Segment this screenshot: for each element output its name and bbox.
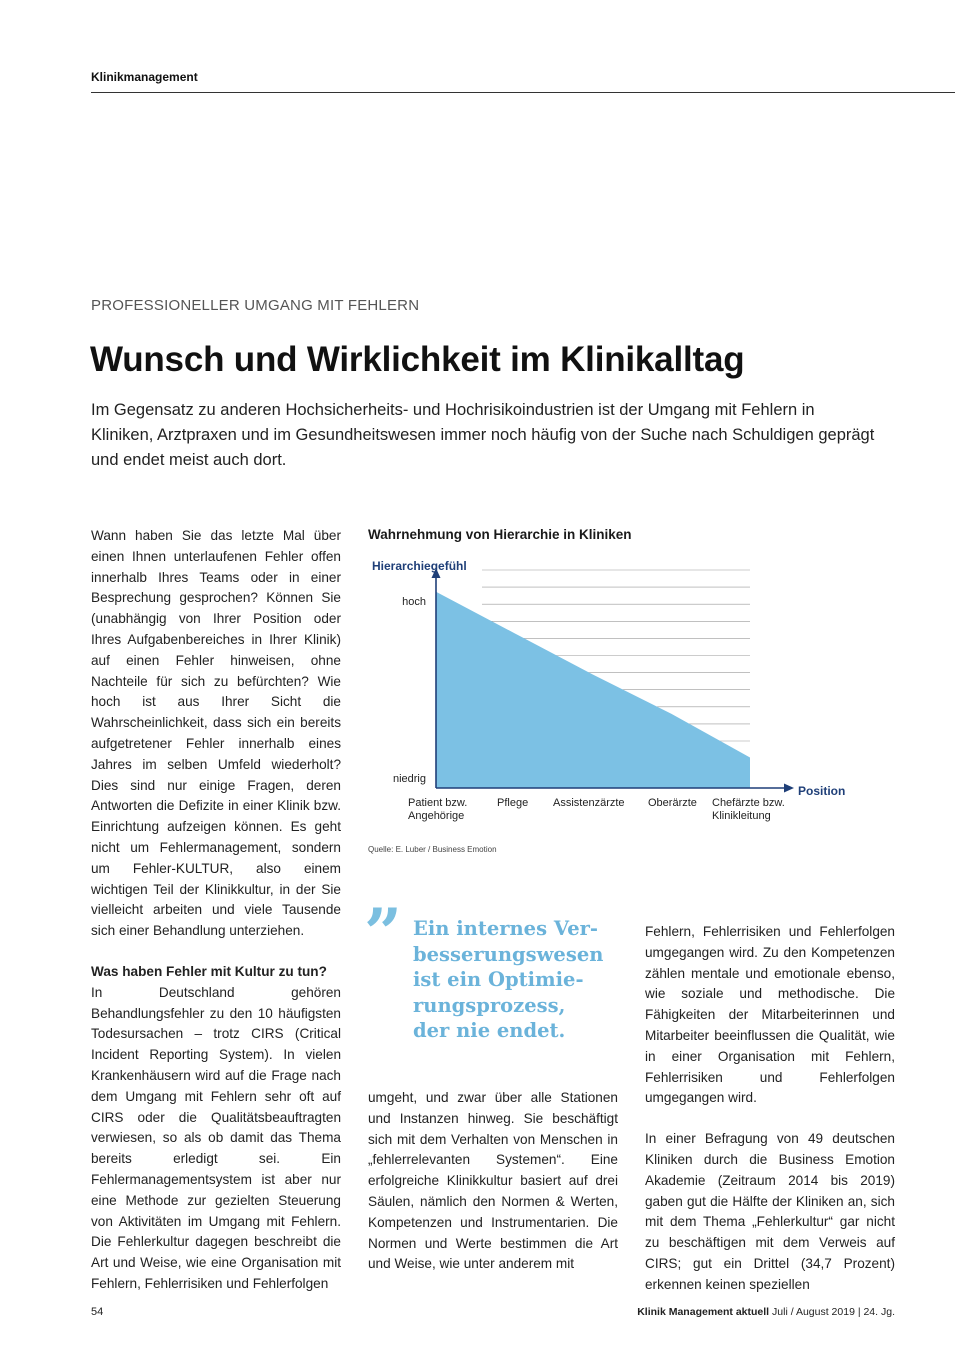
- article-lead: Im Gegensatz zu anderen Hochsicherheits- und Hochrisikoindustrien ist der Umgang mit Fehlern in Kliniken, Arztpraxen und im Gesundheitswesen immer noch häufig von der Suche nach Schuldigen geprägt und endet meist auch dort.: [91, 401, 875, 469]
- paragraph: Fehlern, Fehlerrisiken und Fehlerfolgen umgegangen wird. Zu den Kompetenzen zählen mentale und emotionale ebenso, wie soziale und methodische. Die Fähigkeiten der Mitarbeiterinnen und Mitarbeiter beeinflussen die Qualität, wie in einer Organisation mit Fehlern, Fehlerrisiken und Fehlerfolgen umgegangen wird.: [645, 924, 895, 1106]
- column-1: [91, 526, 341, 1295]
- x-tick-label: Patient bzw.: [408, 797, 468, 809]
- paragraph: In einer Befragung von 49 deutschen Kliniken durch die Business Emotion Akademie (Zeitraum 2014 bis 2019) gaben gut die Hälfte der Kliniken an, sich mit dem Thema „Fehlerkultur“ gar nicht zu beschäftigen mit dem Verweis auf CIRS; gut ein Drittel (34,7 Prozent) erkennen keinen speziellen: [645, 1131, 895, 1292]
- issue-info: Juli / August 2019 | 24. Jg.: [772, 1306, 895, 1318]
- x-tick-label: Angehörige: [408, 810, 465, 822]
- y-axis-label: Hierarchiegefühl: [372, 559, 467, 573]
- quote-line: besserungswesen: [413, 942, 604, 966]
- hierarchy-chart: [360, 550, 860, 835]
- article-kicker: PROFESSIONELLER UMGANG MIT FEHLERN: [91, 297, 420, 314]
- figure-title: Wahrnehmung von Hierarchie in Kliniken: [368, 527, 632, 542]
- page-number: 54: [91, 1306, 104, 1318]
- paragraph: In Deutschland gehören Behandlungsfehler zu den 10 häufigsten Todesursachen – trotz CIRS (Critical Incident Reporting System). In vielen Krankenhäusern wird auf die Frage nach dem Umgang mit Fehlern sehr oft auf CIRS oder die Qualitätsbeauftragten verwiesen, so als ob damit das Thema bereits erledigt sei. Ein Fehlermanagementsystem ist aber nur eine Methode zur gezielten Steuerung von Aktivitäten im Umgang mit Fehlern. Die Fehlerkultur dagegen beschreibt die Art und Weise, wie eine Organisation mit Fehlern, Fehlerrisiken und Fehlerfolgen: [91, 984, 341, 1291]
- header-rule: [91, 92, 955, 93]
- figure-source: Quelle: E. Luber / Business Emotion: [368, 845, 497, 854]
- column-2: [368, 1088, 618, 1275]
- quote-line: ist ein Optimie-: [413, 968, 584, 991]
- column-3: [645, 922, 895, 1296]
- y-tick-label: niedrig: [392, 773, 426, 785]
- paragraph: Wann haben Sie das letzte Mal über einen Ihnen unterlaufenen Fehler offen innerhalb Ihres Teams oder in einer Besprechung gesprochen? Können Sie (unabhängig von Ihrer Position oder Ihres Aufgabenbereiches in Ihrer Klinik) auf einen Fehler hinweisen, ohne Nachteile für sich zu befürchten? Wie hoch ist aus Ihrer Sicht die Wahrscheinlichkeit, dass sich ein bereits aufgetretener Fehler innerhalb eines Jahres im selben Umfeld wiederholt? Dies sind nur einige Fragen, deren Antworten die Defizite in einer Klinik bzw. Einrichtung aufzeigen können. Es geht nicht um Fehlermanagement, sondern um Fehler-KULTUR, also einem wichtigen Teil der Klinikkultur, in der Sie vielleicht arbeiten und viele Tausende sich einer Behandlung unterziehen.: [91, 528, 341, 939]
- x-axis-label: Position: [798, 784, 846, 798]
- quote-line: Ein internes Ver-: [413, 917, 598, 940]
- section-label: Klinikmanagement: [91, 70, 198, 84]
- x-tick-label: Klinikleitung: [712, 810, 771, 822]
- x-tick-label: Assistenzärzte: [553, 797, 625, 809]
- pull-quote: [413, 916, 618, 1044]
- y-tick-label: hoch: [402, 596, 426, 608]
- publication-name: Klinik Management aktuell: [637, 1306, 770, 1318]
- x-tick-label: Pflege: [497, 797, 529, 809]
- x-axis-arrow-icon: [784, 784, 794, 793]
- quote-line: rungsprozess,: [413, 993, 566, 1017]
- article-title: Wunsch und Wirklichkeit im Klinikalltag: [90, 340, 745, 379]
- subheading: Was haben Fehler mit Kultur zu tun?: [91, 963, 327, 979]
- footer-publication: [637, 1306, 895, 1318]
- paragraph: umgeht, und zwar über alle Stationen und Instanzen hinweg. Sie beschäftigt sich mit dem Verhalten von Menschen in „fehlerrelevanten Systemen“. Eine erfolgreiche Klinikkultur basiert auf drei Säulen, nämlich den Normen & Werten, Kompetenzen und Instrumentarien. Die Normen und Werte bestimmen die Art und Weise, wie unter anderem mit: [368, 1090, 618, 1272]
- quote-mark-icon: ”: [364, 894, 402, 972]
- quote-line: der nie endet.: [413, 1019, 566, 1042]
- x-tick-label: Chefärzte bzw.: [712, 797, 785, 809]
- x-tick-label: Oberärzte: [648, 797, 697, 809]
